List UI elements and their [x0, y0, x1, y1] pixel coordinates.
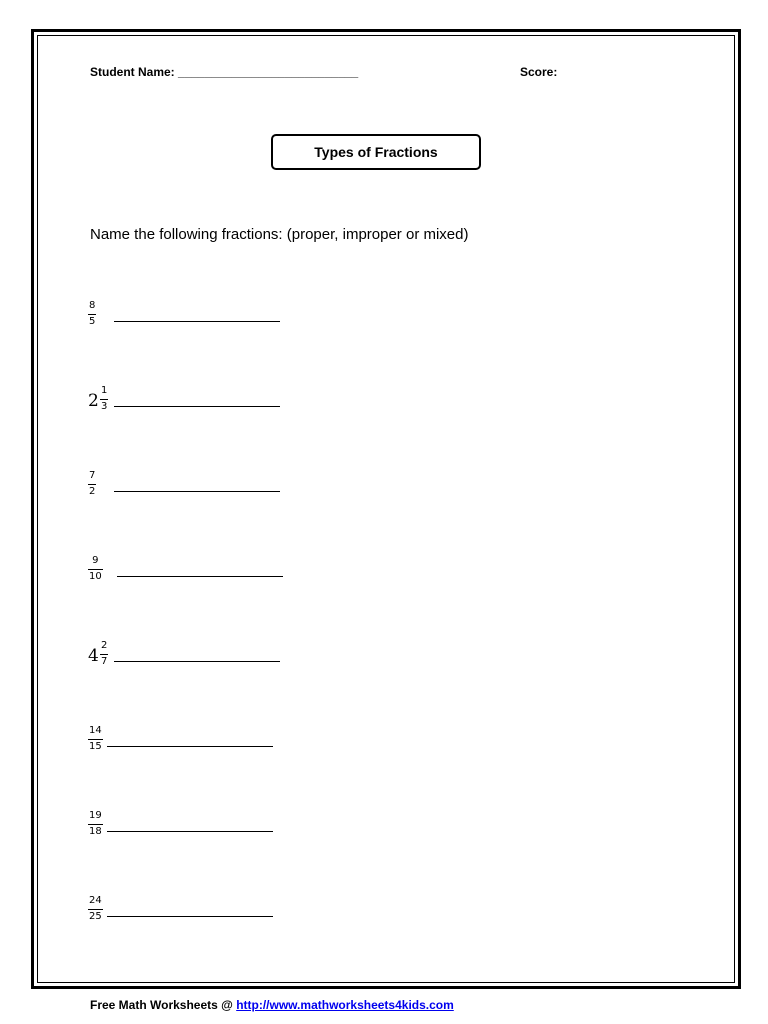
numerator: 24	[89, 895, 102, 906]
fraction	[100, 640, 108, 668]
numerator: 2	[101, 640, 108, 651]
fraction-bar	[88, 909, 103, 910]
fraction-bar	[88, 484, 96, 485]
fraction	[100, 385, 108, 413]
denominator: 25	[89, 911, 102, 922]
fraction-bar	[88, 824, 103, 825]
denominator: 7	[101, 656, 108, 667]
page-title: Types of Fractions	[271, 134, 481, 170]
fraction-bar	[100, 399, 108, 400]
numerator: 19	[89, 810, 102, 821]
footer	[90, 998, 454, 1012]
denominator: 3	[101, 401, 108, 412]
fraction	[88, 300, 96, 328]
answer-line[interactable]	[114, 491, 280, 492]
numerator: 14	[89, 725, 102, 736]
answer-line[interactable]	[114, 661, 280, 662]
fraction	[88, 895, 103, 923]
denominator: 15	[89, 741, 102, 752]
numerator: 8	[89, 300, 96, 311]
numerator: 9	[92, 555, 99, 566]
denominator: 18	[89, 826, 102, 837]
answer-line[interactable]	[117, 576, 283, 577]
fraction-bar	[100, 654, 108, 655]
answer-line[interactable]	[107, 916, 273, 917]
score-label: Score:	[520, 65, 558, 79]
footer-text: Free Math Worksheets @	[90, 998, 237, 1012]
denominator: 2	[89, 486, 96, 497]
answer-line[interactable]	[107, 831, 273, 832]
whole-number: 4	[88, 646, 99, 666]
answer-line[interactable]	[107, 746, 273, 747]
page-border-inner	[37, 35, 735, 983]
whole-number: 2	[88, 391, 99, 411]
instructions: Name the following fractions: (proper, improper or mixed)	[90, 226, 469, 243]
fraction	[88, 555, 103, 583]
student-name-blank: ___________________________	[178, 65, 359, 79]
fraction-bar	[88, 569, 103, 570]
footer-link[interactable]: http://www.mathworksheets4kids.com	[236, 998, 454, 1012]
numerator: 1	[101, 385, 108, 396]
answer-line[interactable]	[114, 406, 280, 407]
fraction	[88, 810, 103, 838]
fraction-bar	[88, 314, 96, 315]
numerator: 7	[89, 470, 96, 481]
denominator: 5	[89, 316, 96, 327]
answer-line[interactable]	[114, 321, 280, 322]
fraction	[88, 470, 96, 498]
student-name-field	[90, 65, 358, 79]
student-name-label: Student Name:	[90, 65, 175, 79]
fraction	[88, 725, 103, 753]
fraction-bar	[88, 739, 103, 740]
denominator: 10	[89, 571, 102, 582]
